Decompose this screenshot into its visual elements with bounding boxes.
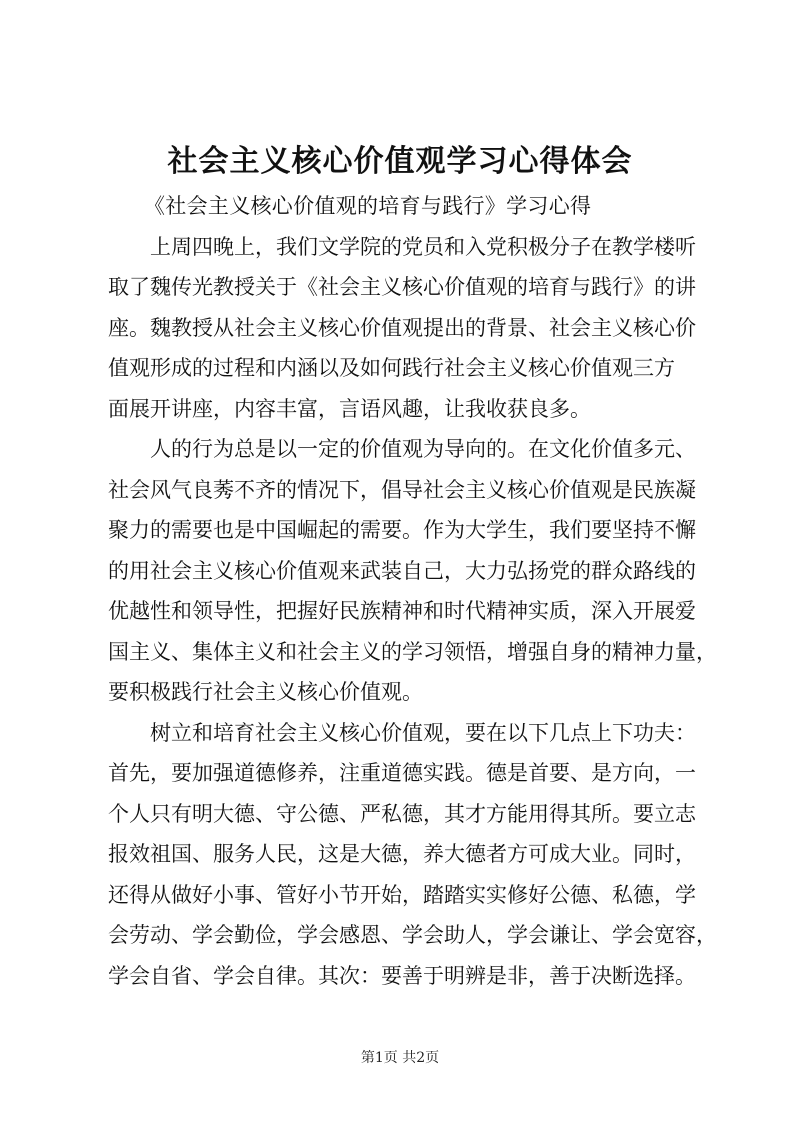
document-title: 社会主义核心价值观学习心得体会 xyxy=(167,144,633,179)
paragraph-line: 个人只有明大德、守公德、严私德，其才方能用得其所。要立志 xyxy=(108,801,696,826)
paragraph-line: 的用社会主义核心价值观来武装自己，大力弘扬党的群众路线的 xyxy=(108,558,696,583)
document-body xyxy=(108,186,717,996)
paragraph-line: 报效祖国、服务人民，这是大德，养大德者方可成大业。同时， xyxy=(108,842,696,866)
paragraph-line: 座。魏教授从社会主义核心价值观提出的背景、社会主义核心价 xyxy=(108,315,696,340)
paragraph-line: 首先，要加强道德修养，注重道德实践。德是首要、是方向，一 xyxy=(108,761,696,785)
paragraph-line: 上周四晚上，我们文学院的党员和入党积极分子在教学楼听 xyxy=(150,234,696,259)
paragraph-line: 学会自省、学会自律。其次：要善于明辨是非，善于决断选择。 xyxy=(108,963,696,988)
paragraph-line: 社会风气良莠不齐的情况下，倡导社会主义核心价值观是民族凝 xyxy=(108,477,696,502)
subtitle-line: 《社会主义核心价值观的培育与践行》学习心得 xyxy=(144,194,592,218)
paragraph-line: 会劳动、学会勤俭，学会感恩、学会助人，学会谦让、学会宽容， xyxy=(108,923,717,947)
paragraph-line: 值观形成的过程和内涵以及如何践行社会主义核心价值观三方 xyxy=(108,356,675,380)
paragraph-line: 聚力的需要也是中国崛起的需要。作为大学生，我们要坚持不懈 xyxy=(108,518,696,542)
paragraph-line: 取了魏传光教授关于《社会主义核心价值观的培育与践行》的讲 xyxy=(108,275,696,299)
paragraph-line: 树立和培育社会主义核心价值观，要在以下几点上下功夫： xyxy=(150,720,696,745)
paragraph-line: 要积极践行社会主义核心价值观。 xyxy=(108,680,423,704)
paragraph-line: 国主义、集体主义和社会主义的学习领悟，增强自身的精神力量， xyxy=(108,639,717,664)
paragraph-line: 还得从做好小事、管好小节开始，踏踏实实修好公德、私德，学 xyxy=(108,882,696,907)
page-footer: 第1页 共2页 xyxy=(360,1050,440,1066)
paragraph-line: 优越性和领导性，把握好民族精神和时代精神实质，深入开展爱 xyxy=(108,599,696,623)
paragraph-line: 面展开讲座，内容丰富，言语风趣，让我收获良多。 xyxy=(108,396,591,421)
paragraph-line: 人的行为总是以一定的价值观为导向的。在文化价值多元、 xyxy=(150,437,696,461)
